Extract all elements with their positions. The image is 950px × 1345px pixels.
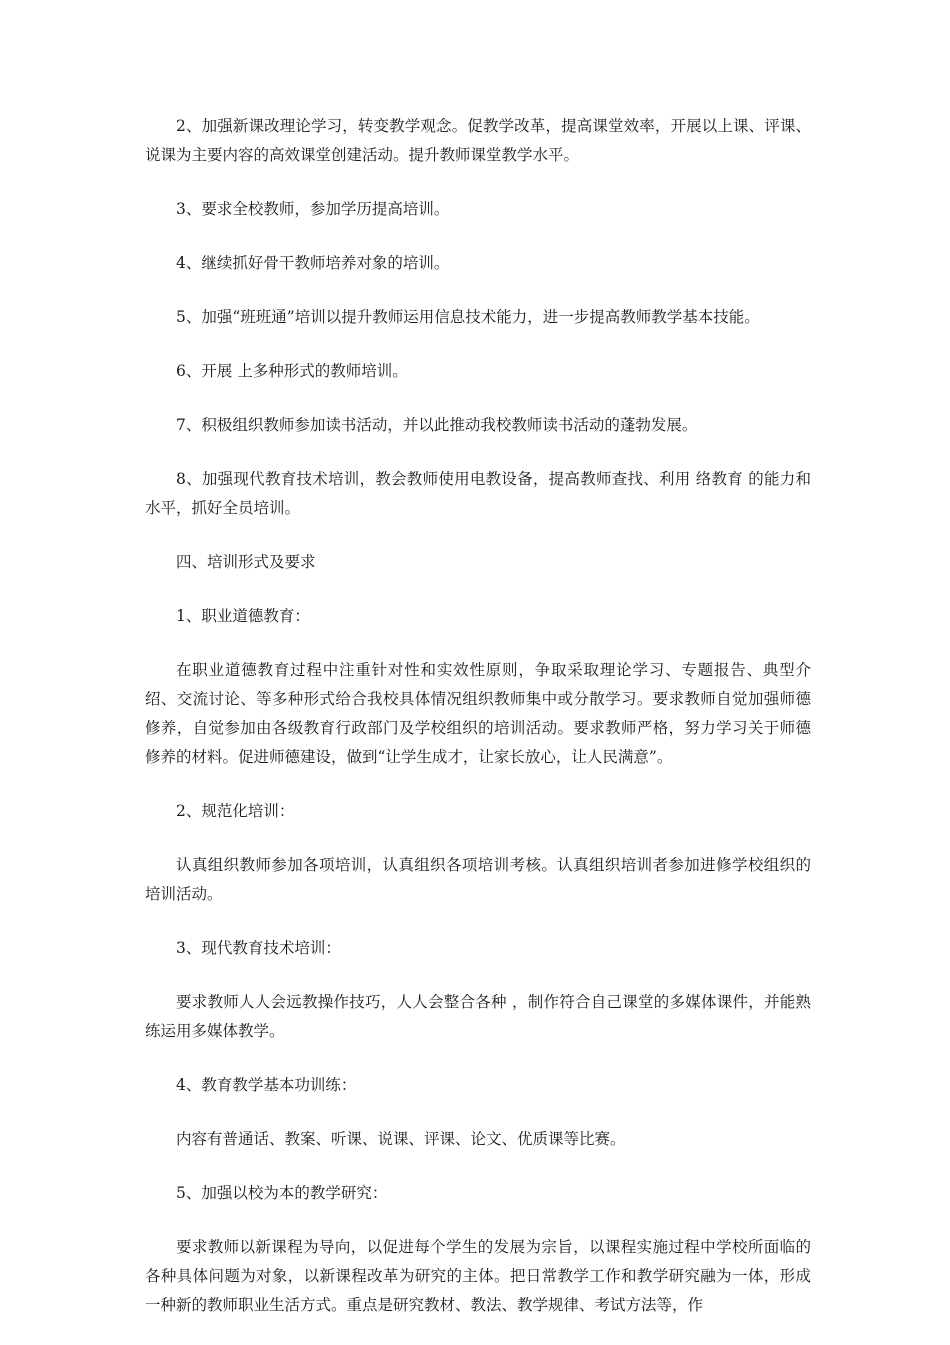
paragraph-standardized-training: 认真组织教师参加各项培训，认真组织各项培训考核。认真组织培训者参加进修学校组织的培训活动。	[145, 856, 811, 903]
subheading-modern-edtech: 3、现代教育技术培训：	[176, 939, 341, 957]
paragraph-item-8-edtech: 8、加强现代教育技术培训，教会教师使用电教设备，提高教师查找、利用 络教育 的能力和水平，抓好全员培训。	[145, 470, 811, 517]
section-heading-training-forms: 四、培训形式及要求	[176, 553, 316, 571]
paragraph-school-based-research: 要求教师以新课程为导向，以促进每个学生的发展为宗旨，以课程实施过程中学校所面临的各种具体问题为对象，以新课程改革为研究的主体。把日常教学工作和教学研究融为一体，形成一种新的教师职业生活方式。重点是研究教材、教法、教学规律、考试方法等，作	[145, 1238, 811, 1314]
document-body	[145, 112, 811, 1345]
subheading-standardized-training: 2、规范化培训：	[176, 802, 295, 820]
subheading-basic-skills: 4、教育教学基本功训练：	[176, 1076, 357, 1094]
paragraph-item-7-reading: 7、积极组织教师参加读书活动，并以此推动我校教师读书活动的蓬勃发展。	[176, 416, 698, 434]
subheading-school-based-research: 5、加强以校为本的教学研究：	[176, 1184, 388, 1202]
subheading-professional-ethics: 1、职业道德教育：	[176, 607, 310, 625]
paragraph-professional-ethics: 在职业道德教育过程中注重针对性和实效性原则，争取采取理论学习、专题报告、典型介绍、交流讨论、等多种形式给合我校具体情况组织教师集中或分散学习。要求教师自觉加强师德修养，自觉参加由各级教育行政部门及学校组织的培训活动。要求教师严格，努力学习关于师德修养的材料。促进师德建设，做到“让学生成才，让家长放心，让人民满意”。	[145, 661, 811, 766]
paragraph-item-6-training-forms: 6、开展 上多种形式的教师培训。	[176, 362, 408, 380]
paragraph-item-5-banbantong: 5、加强“班班通”培训以提升教师运用信息技术能力，进一步提高教师教学基本技能。	[176, 308, 760, 326]
paragraph-item-4-backbone-teachers: 4、继续抓好骨干教师培养对象的培训。	[176, 254, 450, 272]
paragraph-modern-edtech: 要求教师人人会远教操作技巧，人人会整合各种 ，制作符合自己课堂的多媒体课件，并能熟练运用多媒体教学。	[145, 993, 811, 1040]
paragraph-item-3-degree-training: 3、要求全校教师，参加学历提高培训。	[176, 200, 450, 218]
paragraph-item-2-curriculum-reform: 2、加强新课改理论学习，转变教学观念。促教学改革，提高课堂效率，开展以上课、评课、说课为主要内容的高效课堂创建活动。提升教师课堂教学水平。	[145, 117, 811, 164]
paragraph-basic-skills: 内容有普通话、教案、听课、说课、评课、论文、优质课等比赛。	[176, 1130, 626, 1148]
